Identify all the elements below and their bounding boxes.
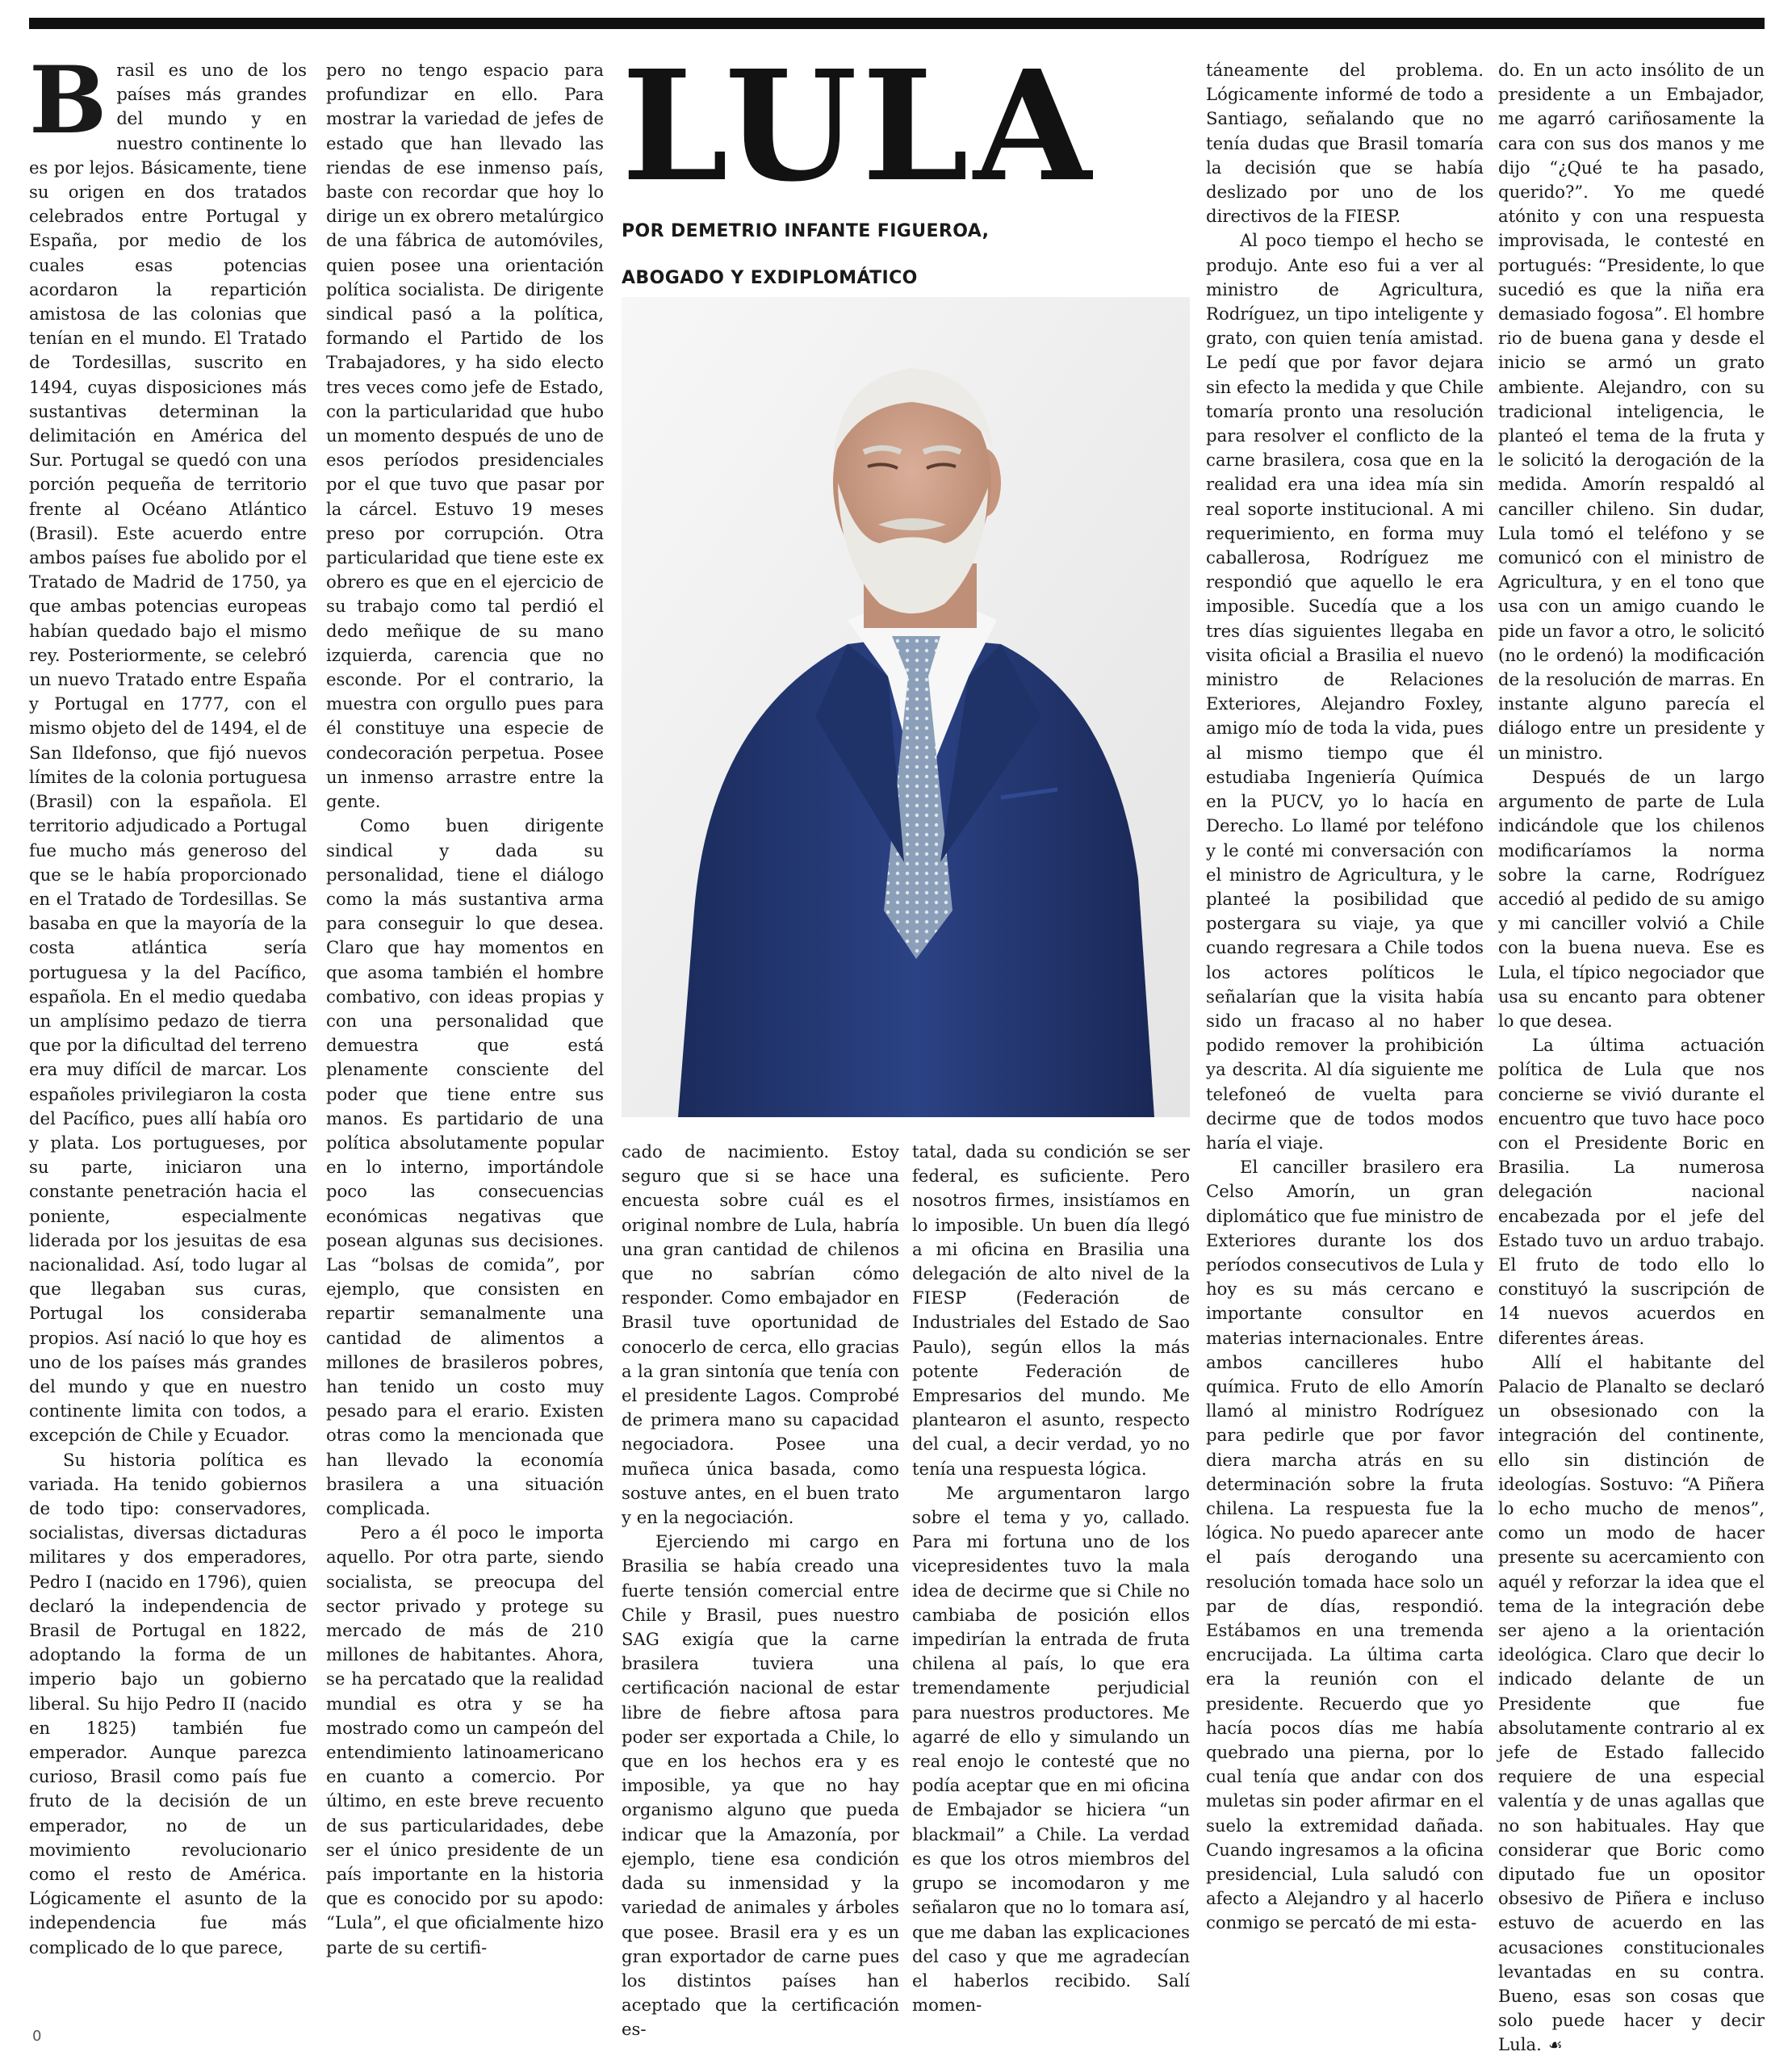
paragraph: táneamente del problema. Lógicamente informé de todo a Santiago, señalando que no tenía dudas que Brasil tomaría la decisión que se había deslizado por uno de los directivos de la FIESP. (1206, 60, 1484, 227)
paragraph: Al poco tiempo el hecho se produjo. Ante eso fui a ver al ministro de Agricultura, Rodríguez, un tipo inteligente y grato, con quien tenía amistad. Le pedí que por favor dejara sin efecto la medida y que Chile tomaría pronto una resolución para resolver el conflicto de la carne brasilera, cosa que en la realidad era una idea mía sin real soporte institucional. A mi requerimiento, en forma muy caballerosa, Rodríguez me respondió que aquello le era imposible. Sucedía que a los tres días siguientes llegaba en visita oficial a Brasilia el nuevo ministro de Relaciones Exteriores, Alejandro Foxley, amigo mío de toda la vida, pues al mismo tiempo que él estudiaba Ingeniería Química en la PUCV, yo lo hacía en Derecho. Lo llamé por teléfono y le conté mi conversación con el ministro de Agricultura, y le planteé la posibilidad que postergara su viaje, ya que cuando regresara a Chile todos los actores políticos le señalarían que la visita había sido un fracaso al no haber podido remover la prohibición ya descrita. Al día siguiente me telefoneó de vuelta para decirme que de todos modos haría el viaje. (1206, 230, 1484, 1153)
paragraph: cado de nacimiento. Estoy seguro que si se hace una encuesta sobre cuál es el original nombre de Lula, habría una gran cantidad de chilenos que no sabrían cómo responder. Como embajador en Brasil tuve oportunidad de conocerlo de cerca, ello gracias a la gran sintonía que tenía con el presidente Lagos. Comprobé de primera mano su capacidad negociadora. Posee una muñeca única basada, como sostuve antes, en el buen trato y en la negociación. (622, 1141, 899, 1528)
paragraph: do. En un acto insólito de un presidente a un Embajador, me agarró cariñosamente la cara con sus dos manos y me dijo “¿Qué te ha pasado, querido?”. Yo me quedé atónito y con una respuesta improvisada, le contesté en portugués: “Presidente, lo que sucedió es que la niña era demasiado fogosa”. El hombre rio de buena gana y desde el inicio se armó un grato ambiente. Alejandro, con su tradicional inteligencia, le planteó el tema de la fruta y le solicitó la derogación de la medida. Amorín respaldó al canciller chileno. Sin dudar, Lula tomó el teléfono y se comunicó con el ministro de Agricultura, y en el tono que usa con un amigo cuando le pide un favor a otro, le solicitó (no le ordenó) la modificación de la resolución de marras. En instante alguno parecía el diálogo entre un presidente y un ministro. (1498, 60, 1765, 763)
article-column-2 (326, 58, 604, 2020)
paragraph: Ejerciendo mi cargo en Brasilia se había creado una fuerte tensión comercial entre Chile y Brasil, pues nuestro SAG exigía que la carne brasilera tuviera una certificación nacional de estar libre de fiebre aftosa para poder ser exportada a Chile, lo que en los hechos era y es imposible, ya que no hay organismo alguno que pueda indicar que la Amazonía, por ejemplo, tiene esa condición dada su inmensidad y la variedad de animales y árboles que posee. Brasil era y es un gran exportador de carne pues los distintos países han aceptado que la certificación es- (622, 1531, 899, 2040)
top-rule (29, 18, 1765, 29)
byline-role: ABOGADO Y EXDIPLOMÁTICO (622, 268, 918, 288)
article-column-4 (912, 1140, 1190, 2020)
paragraph: La última actuación política de Lula que nos concierne se vivió durante el encuentro que tuvo hace poco con el Presidente Boric en Brasilia. La numerosa delegación nacional encabezada por el jefe del Estado tuvo un arduo trabajo. El fruto de todo ello lo constituyó la suscripción de 14 nuevos acuerdos en diferentes áreas. (1498, 1035, 1765, 1348)
page-number: 0 (32, 2028, 42, 2045)
portrait-photo (622, 297, 1190, 1117)
headline: LULA (622, 37, 1096, 216)
paragraph: Pero a él poco le importa aquello. Por otra parte, siendo socialista, se preocupa del sector privado y protege su mercado de más de 210 millones de habitantes. Ahora, se ha percatado que la realidad mundial es otra y se ha mostrado como un campeón del entendimiento latinoamericano en cuanto a comercio. Por último, en este breve recuento de sus particularidades, debe ser el único presidente de un país importante en la historia que es conocido por su apodo: “Lula”, el que oficialmente hizo parte de su certifi- (326, 1522, 604, 1957)
paragraph: El canciller brasilero era Celso Amorín, un gran diplomático que fue ministro de Exteriores durante los dos períodos consecutivos de Lula y hoy es su más cercano e importante consultor en materias internacionales. Entre ambos cancilleres hubo química. Fruto de ello Amorín llamó al ministro Rodríguez para pedirle que por favor diera marcha atrás en su determinación sobre la fruta chilena. La respuesta fue la lógica. No puedo aparecer ante el país derogando una resolución tomada hace solo un par de días, respondió. Estábamos en una tremenda encrucijada. La última carta era la reunión con el presidente. Recuerdo que yo hacía pocos días me había quebrado una pierna, por lo cual tenía que andar con dos muletas sin poder afirmar en el suelo la extremidad dañada. Cuando ingresamos a la oficina presidencial, Lula saludó con afecto a Alejandro y al hacerlo conmigo se percató de mi esta- (1206, 1157, 1484, 1933)
paragraph: pero no tengo espacio para profundizar en ello. Para mostrar la variedad de jefes de estado que han llevado las riendas de ese inmenso país, baste con recordar que hoy lo dirige un ex obrero metalúrgico de una fábrica de automóviles, quien posee una orientación política socialista. De dirigente sindical pasó a la política, formando el Partido de los Trabajadores, y ha sido electo tres veces como jefe de Estado, con la particularidad que hubo un momento después de uno de esos períodos presidenciales por el que tuvo que pasar por la cárcel. Estuvo 19 meses preso por corrupción. Otra particularidad que tiene este ex obrero es que en el ejercicio de su trabajo como tal perdió el dedo meñique de su mano izquierda, carencia que no esconde. Por el contrario, la muestra con orgullo pues para él constituye una especie de condecoración perpetua. Posee un inmenso arrastre entre la gente. (326, 60, 604, 812)
paragraph: Su historia política es variada. Ha tenido gobiernos de todo tipo: conservadores, socialistas, diversas dictaduras militares y dos emperadores, Pedro I (nacido en 1796), quien declaró la independencia de Brasil de Portugal en 1822, adoptando la forma de un imperio bajo un gobierno liberal. Su hijo Pedro II (nacido en 1825) también fue emperador. Aunque parezca curioso, Brasil como país fue fruto de la decisión de un emperador, no de un movimiento revolucionario como el resto de América. Lógicamente el asunto de la independencia fue más complicado de lo que parece, (29, 1449, 307, 1957)
article-column-1 (29, 46, 307, 2020)
paragraph: Me argumentaron largo sobre el tema y yo, callado. Para mi fortuna uno de los vicepresidentes tuvo la mala idea de decirme que si Chile no cambiaba de posición ellos impedirían la entrada de fruta chilena al país, lo que era tremendamente perjudicial para nuestros productores. Me agarré de ello y simulando un real enojo le contesté que no podía aceptar que en mi oficina de Embajador se hiciera “un blackmail” a Chile. La verdad es que los otros miembros del grupo se incomodaron y me señalaron que no lo tomara así, que me daban las explicaciones del caso y que me agradecían el haberlos recibido. Salí momen- (912, 1482, 1190, 2016)
byline (622, 208, 1190, 302)
article-column-3 (622, 1140, 899, 2040)
paragraph: Como buen dirigente sindical y dada su personalidad, tiene el diálogo como la más sustantiva arma para conseguir lo que desea. Claro que hay momentos en que asoma también el hombre combativo, con ideas propias y con una personalidad que demuestra que está plenamente consciente del poder que tiene entre sus manos. Es partidario de una política absolutamente popular en lo interno, importándole poco las consecuencias económicas negativas que posean algunas sus decisiones. Las “bolsas de comida”, por ejemplo, que consisten en repartir semanalmente una cantidad de alimentos a millones de brasileros pobres, han tenido un costo muy pesado para el erario. Existen otras como la mencionada que han llevado la economía brasilera a una situación complicada. (326, 815, 604, 1518)
paragraph: Brasil es uno de los países más grandes del mundo y en nuestro continente lo es por lejos. Básicamente, tiene su origen en dos tratados celebrados entre Portugal y España, por medio de los cuales esas potencias acordaron la repartición amistosa de las colonias que tenían en el mundo. El Tratado de Tordesillas, suscrito en 1494, cuyas disposiciones más sustantivas determinan la delimitación en América del Sur. Portugal se quedó con una porción pequeña de territorio frente al Océano Atlántico (Brasil). Este acuerdo entre ambos países fue abolido por el Tratado de Madrid de 1750, ya que ambas potencias europeas habían quedado bajo el mismo rey. Posteriormente, se celebró un nuevo Tratado entre España y Portugal en 1777, con el mismo objeto del de 1494, el de San Ildefonso, que fijó nuevos límites de la colonia portuguesa (Brasil) con la española. El territorio adjudicado a Portugal fue mucho más generoso del que se le había proporcionado en el Tratado de Tordesillas. Se basaba en que la mayoría de la costa atlántica sería portuguesa y la del Pacífico, española. En el medio quedaba un amplísimo pedazo de tierra que por la dificultad del terreno era muy difícil de marcar. Los españoles privilegiaron la costa del Pacífico, pues allí había oro y plata. Los portugueses, por su parte, iniciaron una constante penetración hacia el poniente, especialmente liderada por los jesuitas de esa nacionalidad. Así, todo lugar al que llegaban sus curas, Portugal los consideraba propios. Así nació lo que hoy es uno de los países más grandes del mundo y que en nuestro continente limita con todos, a excepción de Chile y Ecuador. (29, 46, 307, 1446)
paragraph: Allí el habitante del Palacio de Planalto se declaró un obsesionado con la integración del continente, ello sin distinción de ideologías. Sostuvo: “A Piñera lo echo mucho de menos”, como un modo de hacer presente su acercamiento con aquél y reforzar la idea que el tema de la integración debe ser ajeno a la orientación ideológica. Claro que decir lo indicado delante de un Presidente que fue absolutamente contrario al ex jefe de Estado fallecido requiere de una especial valentía y de unas agallas que no son habituales. Hay que considerar que Boric como diputado fue un opositor obsesivo de Piñera e incluso estuvo de acuerdo en las acusaciones constitucionales levantadas en su contra. Bueno, esas son cosas que solo puede hacer y decir Lula. ☙ (1498, 1351, 1765, 2055)
byline-author: POR DEMETRIO INFANTE FIGUEROA, (622, 221, 990, 241)
drop-cap: B (29, 46, 107, 154)
article-column-6 (1498, 58, 1765, 2055)
article-column-5 (1206, 58, 1484, 2020)
end-mark-icon: ☙ (1547, 2035, 1563, 2055)
paragraph: Después de un largo argumento de parte de Lula indicándole que los chilenos modificaríamos la norma sobre la carne, Rodríguez accedió al pedido de su amigo y mi canciller volvió a Chile con la buena nueva. Ese es Lula, el típico negociador que usa su encanto para obtener lo que desea. (1498, 766, 1765, 1031)
paragraph: tatal, dada su condición se ser federal, es suficiente. Pero nosotros firmes, insistíamos en lo imposible. Un buen día llegó a mi oficina en Brasilia una delegación de alto nivel de la FIESP (Federación de Industriales del Estado de Sao Paulo), según ellos la más potente Federación de Empresarios del mundo. Me plantearon el asunto, respecto del cual, a decir verdad, yo no tenía una respuesta lógica. (912, 1141, 1190, 1479)
